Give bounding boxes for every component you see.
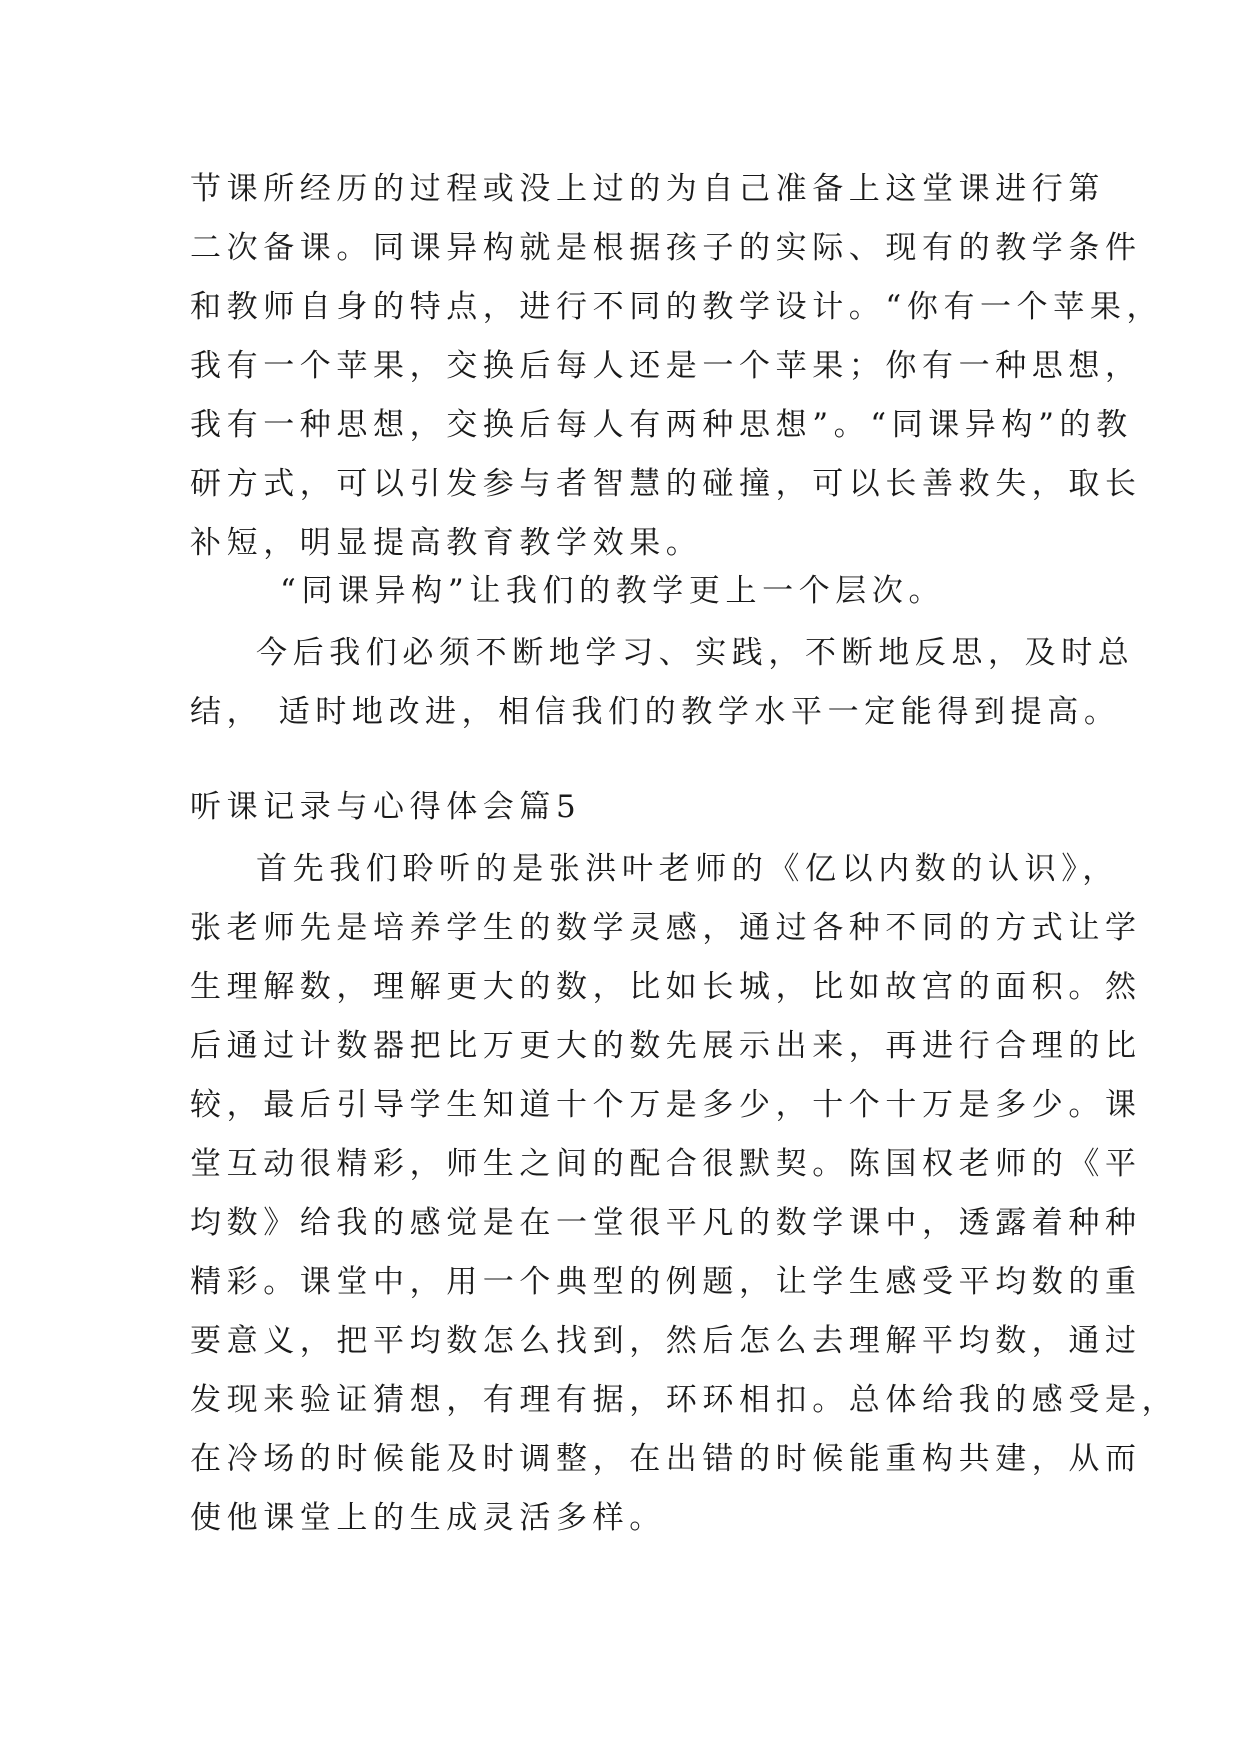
paragraph-line: “同课异构”让我们的教学更上一个层次。 [280, 573, 946, 609]
paragraph-line: 节课所经历的过程或没上过的为自己准备上这堂课进行第 [190, 171, 1105, 207]
paragraph-line: 首先我们聆听的是张洪叶老师的《亿以内数的认识》， [256, 851, 1119, 887]
paragraph-line: 结， 适时地改进，相信我们的教学水平一定能得到提高。 [190, 694, 1121, 730]
paragraph-line: 要意义，把平均数怎么找到，然后怎么去理解平均数，通过 [190, 1323, 1142, 1359]
paragraph-conclusion [190, 624, 1135, 742]
paragraph-line: 堂互动很精彩，师生之间的配合很默契。陈国权老师的《平 [190, 1146, 1142, 1182]
paragraph-line: 补短，明显提高教育教学效果。 [190, 525, 703, 561]
paragraph-line: 较，最后引导学生知道十个万是多少，十个十万是多少。课 [190, 1087, 1142, 1123]
paragraph-line: 使他课堂上的生成灵活多样。 [190, 1500, 666, 1536]
paragraph-line: 均数》给我的感觉是在一堂很平凡的数学课中，透露着种种 [190, 1205, 1142, 1241]
paragraph-continued [190, 160, 1164, 573]
paragraph-line: 和教师自身的特点，进行不同的教学设计。“你有一个苹果， [190, 289, 1164, 325]
paragraph-line: 精彩。课堂中，用一个典型的例题，让学生感受平均数的重 [190, 1264, 1142, 1300]
paragraph-line: 在冷场的时候能及时调整，在出错的时候能重构共建，从而 [190, 1441, 1142, 1477]
paragraph-line: 后通过计数器把比万更大的数先展示出来，再进行合理的比 [190, 1028, 1142, 1064]
paragraph-line: 我有一个苹果，交换后每人还是一个苹果；你有一种思想， [190, 348, 1142, 384]
paragraph-summary [190, 562, 1060, 621]
paragraph-line: 张老师先是培养学生的数学灵感，通过各种不同的方式让学 [190, 910, 1142, 946]
paragraph-line: 二次备课。同课异构就是根据孩子的实际、现有的教学条件 [190, 230, 1142, 266]
paragraph-line: 研方式，可以引发参与者智慧的碰撞，可以长善救失，取长 [190, 466, 1142, 502]
paragraph-line: 发现来验证猜想，有理有据，环环相扣。总体给我的感受是， [190, 1382, 1179, 1418]
paragraph-line: 生理解数，理解更大的数，比如长城，比如故宫的面积。然 [190, 969, 1142, 1005]
paragraph-line: 今后我们必须不断地学习、实践，不断地反思，及时总 [256, 635, 1135, 671]
paragraph-line: 我有一种思想，交换后每人有两种思想”。“同课异构”的教 [190, 407, 1133, 443]
section-heading: 听课记录与心得体会篇5 [190, 789, 582, 825]
paragraph-body [190, 840, 1179, 1548]
